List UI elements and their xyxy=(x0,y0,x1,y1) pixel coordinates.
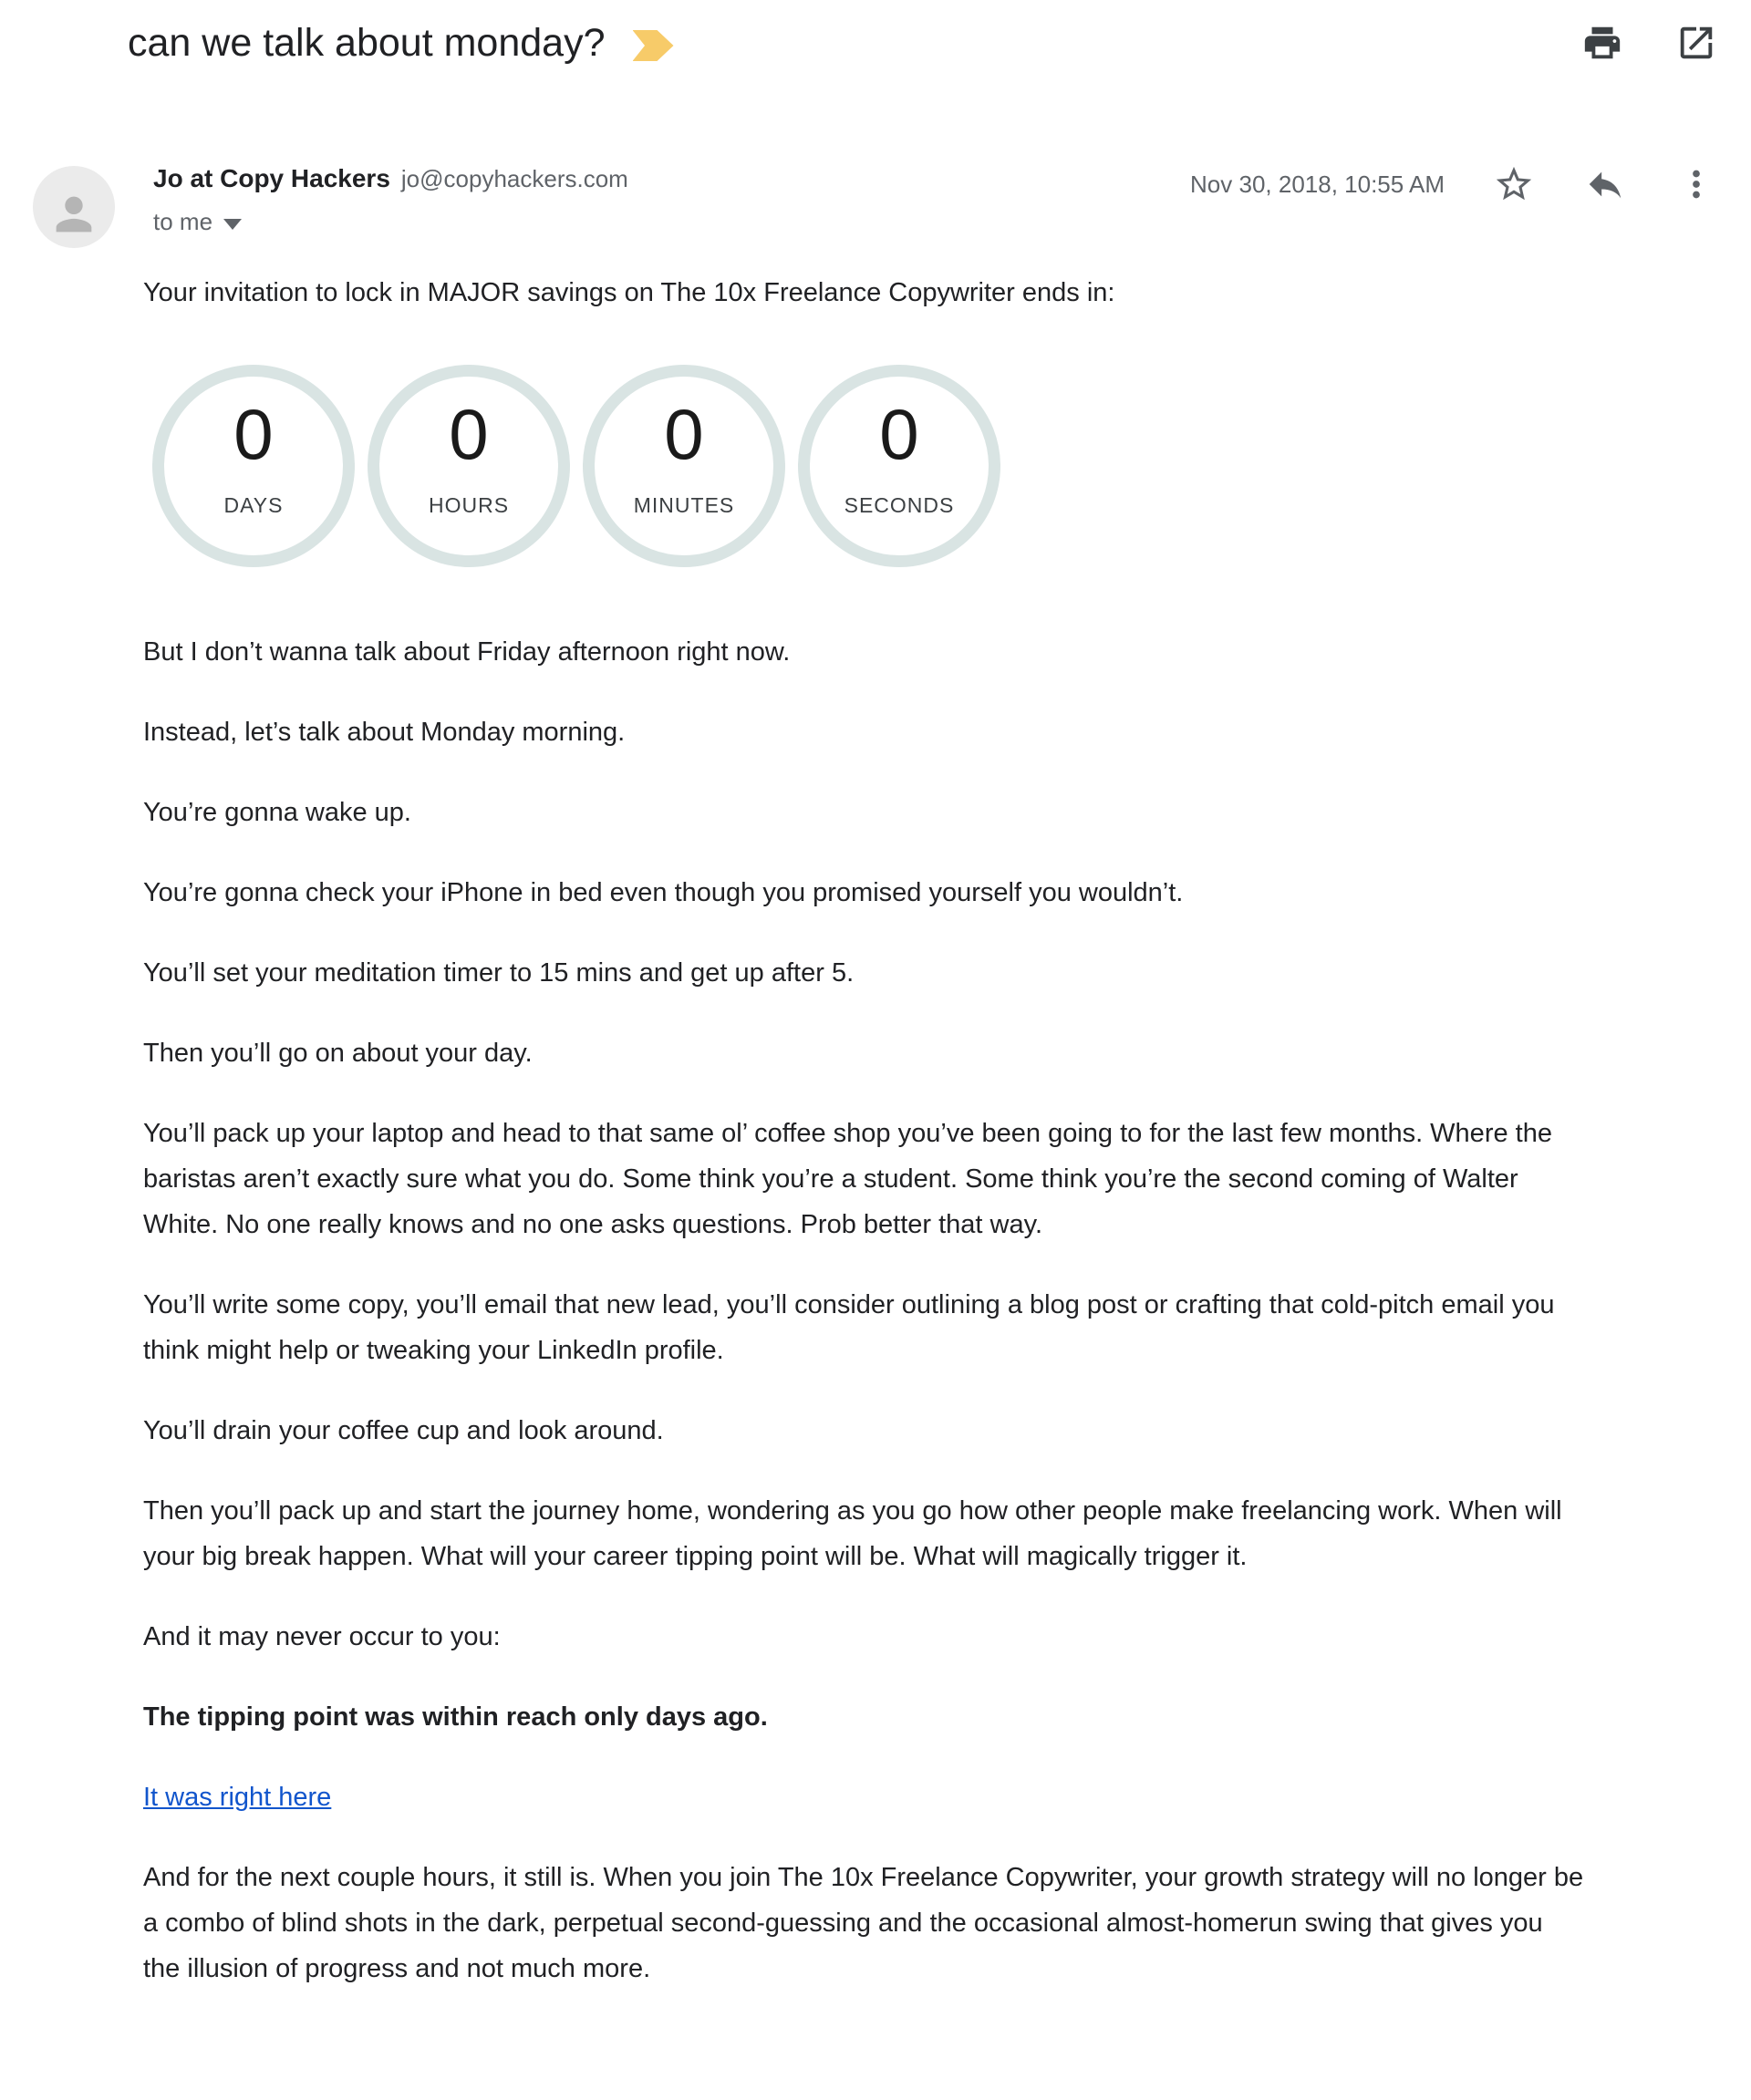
body-paragraph: You’ll set your meditation timer to 15 mins and get up after 5. xyxy=(143,958,855,988)
open-in-new-button[interactable] xyxy=(1674,21,1718,65)
body-paragraph: And it may never occur to you: xyxy=(143,1622,501,1651)
countdown-label: DAYS xyxy=(223,493,284,517)
sender-info xyxy=(153,162,628,236)
recipient-label: to me xyxy=(153,208,213,235)
star-icon xyxy=(1493,163,1535,205)
countdown-seconds xyxy=(798,365,1000,567)
subject-title: can we talk about monday? xyxy=(128,21,606,65)
open-in-new-icon xyxy=(1675,22,1717,64)
countdown-label: MINUTES xyxy=(633,493,735,517)
email-body xyxy=(143,270,1584,2026)
message-date: Nov 30, 2018, 10:55 AM xyxy=(1190,170,1445,198)
recipient-details-toggle[interactable] xyxy=(153,208,628,236)
reply-icon xyxy=(1584,163,1626,205)
countdown-value: 0 xyxy=(233,394,274,474)
subject-row xyxy=(128,15,1718,71)
countdown-value: 0 xyxy=(664,394,704,474)
body-paragraph: You’ll write some copy, you’ll email that new lead, you’ll consider outlining a blog post or crafting that cold-pitch email you think might help or tweaking your LinkedIn profile. xyxy=(143,1290,1555,1365)
sender-row xyxy=(33,162,1718,248)
body-paragraph: You’ll drain your coffee cup and look around. xyxy=(143,1416,664,1445)
chevron-down-icon xyxy=(223,219,242,230)
countdown-timer xyxy=(152,365,1584,567)
body-paragraph: You’re gonna wake up. xyxy=(143,798,411,827)
link-paragraph xyxy=(143,1774,1584,1820)
body-paragraph: Then you’ll pack up and start the journey home, wondering as you go how other people make freelancing work. When will your big break happen. What will your career tipping point will be. What will magically trigger it. xyxy=(143,1496,1562,1571)
it-was-right-here-link[interactable]: It was right here xyxy=(143,1783,332,1812)
body-paragraph: You’re gonna check your iPhone in bed even though you promised yourself you wouldn’t. xyxy=(143,878,1184,907)
closing-paragraph: And for the next couple hours, it still is. When you join The 10x Freelance Copywriter, your growth strategy will no longer be a combo of blind shots in the dark, perpetual second-guessing and the occasional almost-homerun swing that gives you the illusion of progress and not much more. xyxy=(143,1863,1584,1983)
print-button[interactable] xyxy=(1580,21,1624,65)
body-paragraph: But I don’t wanna talk about Friday afternoon right now. xyxy=(143,637,791,667)
body-paragraph: Then you’ll go on about your day. xyxy=(143,1039,533,1068)
body-paragraph: Instead, let’s talk about Monday morning. xyxy=(143,718,626,747)
sender-email: jo@copyhackers.com xyxy=(400,165,628,192)
star-button[interactable] xyxy=(1492,162,1536,206)
important-marker-icon xyxy=(633,30,674,61)
reply-button[interactable] xyxy=(1583,162,1627,206)
countdown-hours xyxy=(368,365,570,567)
message-toolbar xyxy=(1580,21,1718,65)
person-icon xyxy=(47,188,100,241)
sender-name: Jo at Copy Hackers xyxy=(153,164,390,192)
more-vert-icon xyxy=(1675,163,1717,205)
countdown-value: 0 xyxy=(879,394,919,474)
bold-paragraph: The tipping point was within reach only days ago. xyxy=(143,1702,768,1732)
more-options-button[interactable] xyxy=(1674,162,1718,206)
countdown-label: SECONDS xyxy=(844,493,955,517)
message-meta xyxy=(1190,162,1718,206)
countdown-label: HOURS xyxy=(428,493,510,517)
sender-line xyxy=(153,164,628,193)
countdown-value: 0 xyxy=(449,394,489,474)
intro-paragraph: Your invitation to lock in MAJOR savings on The 10x Freelance Copywriter ends in: xyxy=(143,278,1115,307)
avatar[interactable] xyxy=(33,166,115,248)
print-icon xyxy=(1581,22,1623,64)
countdown-minutes xyxy=(583,365,785,567)
countdown-days xyxy=(152,365,355,567)
body-paragraph: You’ll pack up your laptop and head to that same ol’ coffee shop you’ve been going to for the last few months. Where the baristas aren’t exactly sure what you do. Some think you’re a student. Some think you’re the second coming of Walter White. No one really knows and no one asks questions. Prob better that way. xyxy=(143,1119,1552,1239)
